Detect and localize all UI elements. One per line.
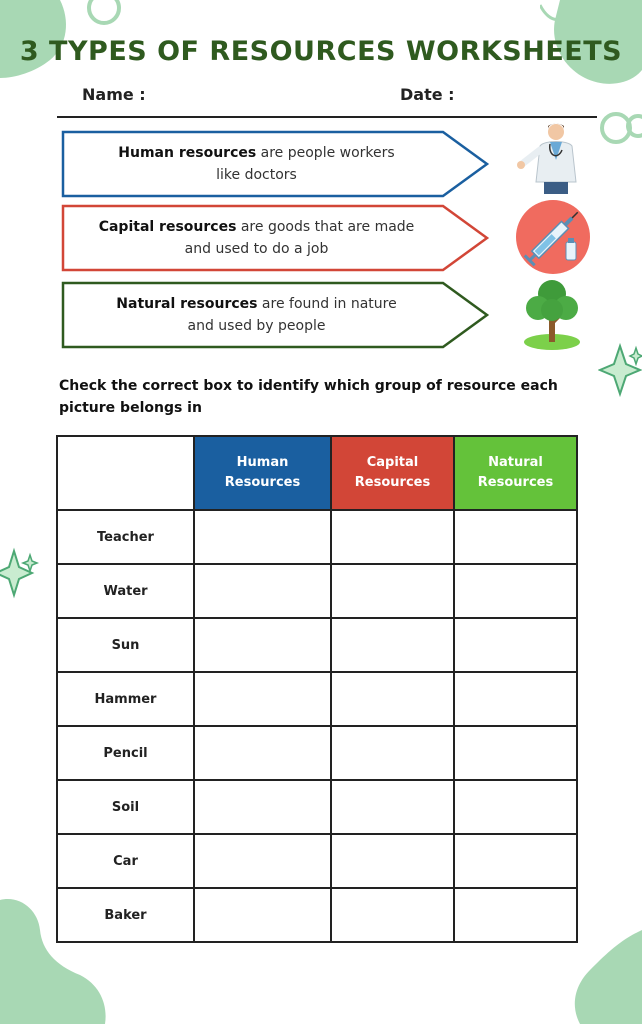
table-row <box>57 672 577 726</box>
row-label: Baker <box>57 888 194 942</box>
doctor-icon <box>514 120 584 198</box>
checkbox-natural[interactable] <box>454 510 577 564</box>
table-row <box>57 618 577 672</box>
circle-outline-top <box>84 0 124 28</box>
table-row <box>57 780 577 834</box>
checkbox-capital[interactable] <box>331 726 454 780</box>
checkbox-human[interactable] <box>194 780 331 834</box>
table-row <box>57 888 577 942</box>
checkbox-capital[interactable] <box>331 564 454 618</box>
date-label: Date : <box>400 85 455 104</box>
checkbox-human[interactable] <box>194 834 331 888</box>
table-row <box>57 834 577 888</box>
checkbox-natural[interactable] <box>454 726 577 780</box>
row-label: Hammer <box>57 672 194 726</box>
checkbox-natural[interactable] <box>454 672 577 726</box>
checkbox-human[interactable] <box>194 672 331 726</box>
checkbox-capital[interactable] <box>331 888 454 942</box>
row-label: Soil <box>57 780 194 834</box>
checkbox-human[interactable] <box>194 564 331 618</box>
corner-blob-bottom-right <box>570 930 642 1024</box>
checkbox-natural[interactable] <box>454 780 577 834</box>
checkbox-natural[interactable] <box>454 618 577 672</box>
resource-table <box>56 435 578 943</box>
checkbox-human[interactable] <box>194 510 331 564</box>
row-label: Car <box>57 834 194 888</box>
checkbox-natural[interactable] <box>454 834 577 888</box>
checkbox-capital[interactable] <box>331 780 454 834</box>
definition-human: Human resources are people workers like doctors <box>61 130 491 198</box>
checkbox-human[interactable] <box>194 726 331 780</box>
corner-cell <box>57 436 194 510</box>
definition-term: Human resources <box>118 145 257 161</box>
row-label: Pencil <box>57 726 194 780</box>
definition-natural: Natural resources are found in nature and used by people <box>61 281 491 349</box>
sparkle-icon <box>598 342 642 402</box>
checkbox-human[interactable] <box>194 618 331 672</box>
name-label: Name : <box>82 85 146 104</box>
instructions: Check the correct box to identify which group of resource each picture belongs in <box>59 378 558 416</box>
definition-capital: Capital resources are goods that are made and used to do a job <box>61 204 491 272</box>
tree-icon <box>522 278 582 352</box>
table-header-row <box>57 436 577 510</box>
table-row <box>57 510 577 564</box>
checkbox-human[interactable] <box>194 888 331 942</box>
checkbox-capital[interactable] <box>331 510 454 564</box>
table-row <box>57 726 577 780</box>
table-row <box>57 564 577 618</box>
syringe-icon <box>514 198 592 276</box>
definition-term: Capital resources <box>98 219 237 235</box>
circle-outline-right <box>594 108 642 148</box>
definition-term: Natural resources <box>116 296 258 312</box>
header-capital-resources: Capital Resources <box>331 436 454 510</box>
checkbox-capital[interactable] <box>331 618 454 672</box>
header-natural-resources: Natural Resources <box>454 436 577 510</box>
sparkle-icon <box>0 545 40 605</box>
checkbox-natural[interactable] <box>454 564 577 618</box>
row-label: Teacher <box>57 510 194 564</box>
checkbox-capital[interactable] <box>331 672 454 726</box>
checkbox-natural[interactable] <box>454 888 577 942</box>
header-human-resources: Human Resources <box>194 436 331 510</box>
page-title: 3 TYPES OF RESOURCES WORKSHEETS <box>19 36 623 67</box>
row-label: Sun <box>57 618 194 672</box>
header-divider <box>57 116 597 118</box>
row-label: Water <box>57 564 194 618</box>
checkbox-capital[interactable] <box>331 834 454 888</box>
